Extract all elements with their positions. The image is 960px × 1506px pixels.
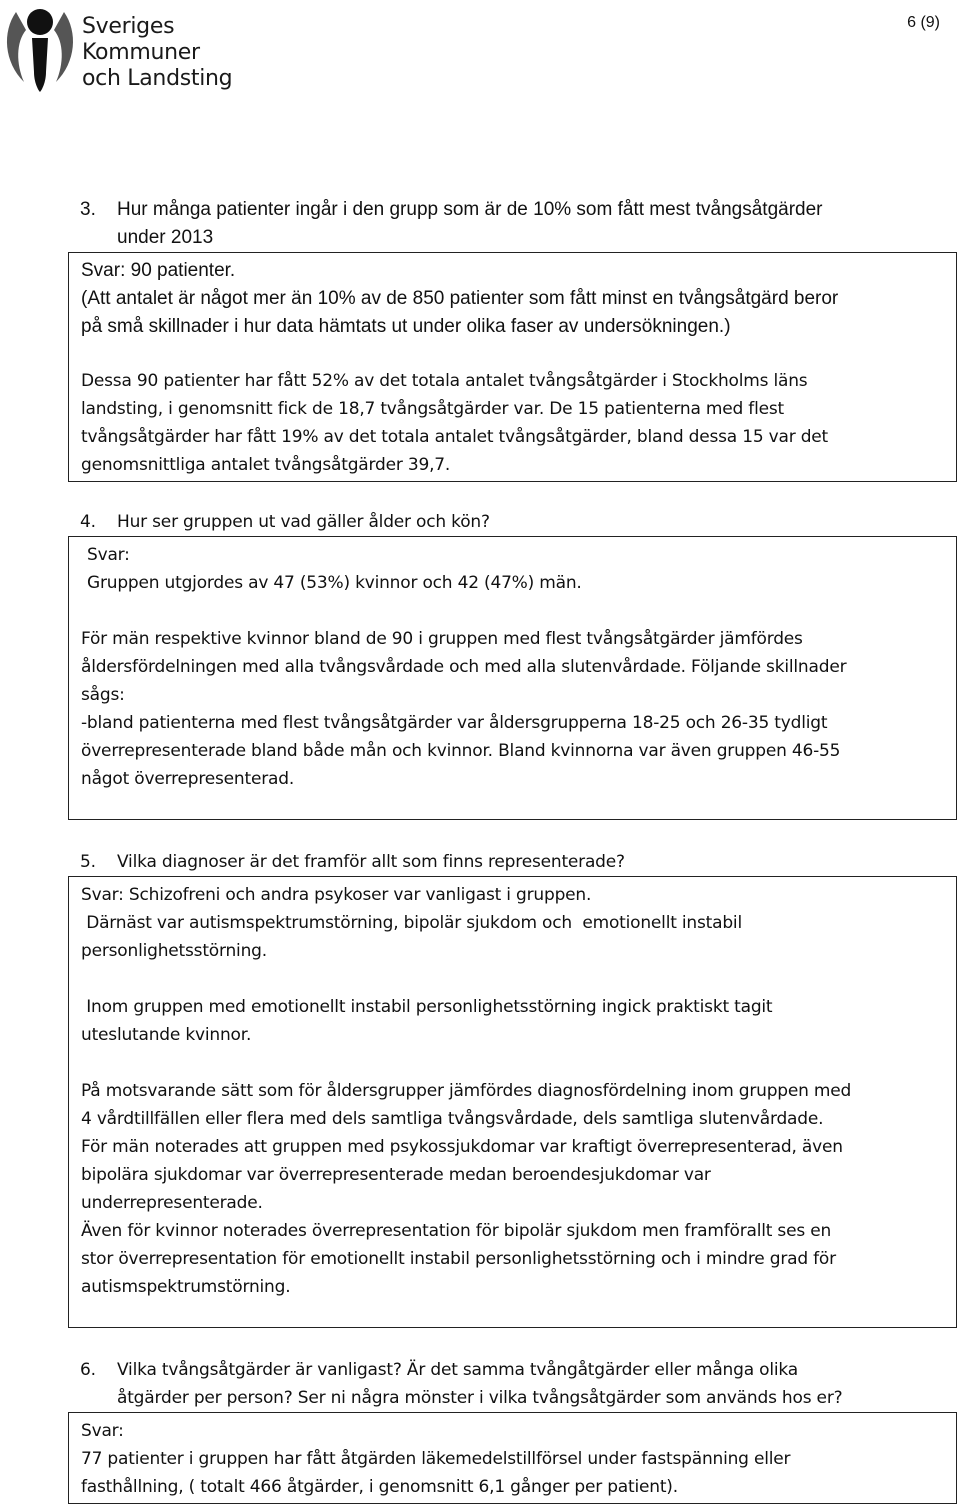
answer-line: underrepresenterade. [81,1193,263,1213]
answer-line: Svar: 90 patienter. [81,260,236,281]
answer-line: något överrepresenterad. [81,769,295,789]
answer-line: på små skillnader i hur data hämtats ut under olika faser av undersökningen.) [81,316,731,337]
answer-box-6 [68,1412,957,1504]
question-6 [0,1356,960,1412]
answer-line: Gruppen utgjordes av 47 (53%) kvinnor och 42 (47%) män. [87,573,582,593]
answer-line: bipolära sjukdomar var överrepresenterade medan beroendesjukdomar var [81,1165,711,1185]
question-text: under 2013 [117,227,214,248]
answer-line: (Att antalet är något mer än 10% av de 850 patienter som fått minst en tvångsåtgärd beror [81,288,839,309]
question-number: 3. [80,199,96,220]
blank-line [81,965,851,993]
answer-line: Därnäst var autismspektrumstörning, bipolär sjukdom och emotionellt instabil [81,913,742,933]
answer-line: 77 patienter i gruppen har fått åtgärden läkemedelstillförsel under fastspänning eller [81,1449,791,1469]
answer-box-4 [68,536,957,820]
organization-logo [2,2,242,94]
answer-box-3 [68,252,957,482]
answer-box-5 [68,876,957,1328]
logo-line: Kommuner [82,40,200,65]
answer-line: Svar: Schizofreni och andra psykoser var vanligast i gruppen. [81,885,592,905]
answer-line: tvångsåtgärder har fått 19% av det totala antalet tvångsåtgärder, bland dessa 15 var det [81,427,829,447]
answer-line: åldersfördelningen med alla tvångsvårdade och med alla slutenvårdade. Följande skillnader [81,657,847,677]
answer-line: autismspektrumstörning. [81,1277,291,1297]
question-5 [0,848,960,876]
question-4 [0,508,960,536]
answer-line: personlighetsstörning. [81,941,267,961]
answer-line: För män respektive kvinnor bland de 90 i gruppen med flest tvångsåtgärder jämfördes [81,629,803,649]
answer-line: Svar: [87,545,130,565]
answer-line: landsting, i genomsnitt fick de 18,7 tvångsåtgärder var. De 15 patienterna med flest [81,399,784,419]
logo-line: Sveriges [82,14,175,39]
page-number: 6 (9) [907,14,940,31]
answer-line: För män noterades att gruppen med psykossjukdomar var kraftigt överrepresenterad, även [81,1137,843,1157]
question-text: Vilka tvångsåtgärder är vanligast? Är det samma tvångåtgärder eller många olika [117,1360,798,1380]
question-text: Hur ser gruppen ut vad gäller ålder och kön? [117,512,490,532]
question-text: Hur många patienter ingår i den grupp som är de 10% som fått mest tvångsåtgärder [117,199,823,220]
question-text: åtgärder per person? Ser ni några mönster i vilka tvångsåtgärder som används hos er? [117,1388,843,1408]
question-number: 4. [80,512,96,532]
question-3 [0,196,960,256]
answer-line: sågs: [81,685,125,705]
answer-line: Dessa 90 patienter har fått 52% av det totala antalet tvångsåtgärder i Stockholms läns [81,371,808,391]
logo-emblem-icon [2,2,78,94]
answer-line: uteslutande kvinnor. [81,1025,252,1045]
answer-line: 4 vårdtillfällen eller flera med dels samtliga tvångsvårdade, dels samtliga slutenvårdade. [81,1109,824,1129]
question-number: 6. [80,1360,96,1380]
blank-line [81,1049,851,1077]
answer-line: överrepresenterade bland både mån och kvinnor. Bland kvinnorna var även gruppen 46-55 [81,741,841,761]
question-text: Vilka diagnoser är det framför allt som finns representerade? [117,852,625,872]
answer-line: fasthållning, ( totalt 466 åtgärder, i genomsnitt 6,1 gånger per patient). [81,1477,678,1497]
answer-line: På motsvarande sätt som för åldersgrupper jämfördes diagnosfördelning inom gruppen med [81,1081,852,1101]
answer-line: -bland patienterna med flest tvångsåtgärder var åldersgrupperna 18-25 och 26-35 tydligt [81,713,828,733]
answer-line: stor överrepresentation för emotionellt instabil personlighetsstörning och i mindre grad för [81,1249,836,1269]
answer-line: genomsnittliga antalet tvångsåtgärder 39,7. [81,455,451,475]
answer-line: Inom gruppen med emotionellt instabil personlighetsstörning ingick praktiskt tagit [81,997,773,1017]
answer-line: Även för kvinnor noterades överrepresentation för bipolär sjukdom men framförallt ses en [81,1221,832,1241]
answer-line: Svar: [81,1421,124,1441]
question-number: 5. [80,852,96,872]
logo-line: och Landsting [82,66,233,91]
